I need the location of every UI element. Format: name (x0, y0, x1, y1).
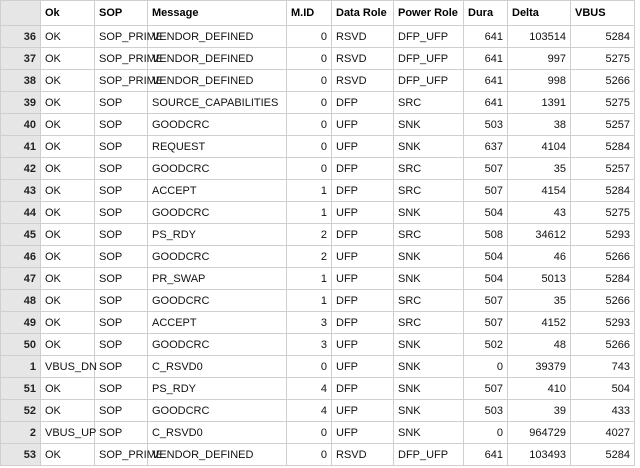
duration-cell[interactable]: 504 (464, 268, 508, 290)
data-role-cell[interactable]: DFP (332, 312, 394, 334)
data-role-cell[interactable]: RSVD (332, 70, 394, 92)
vbus-cell[interactable]: 5275 (571, 48, 635, 70)
vbus-cell[interactable]: 5284 (571, 136, 635, 158)
power-role-cell[interactable]: SRC (394, 312, 464, 334)
mid-cell[interactable]: 0 (287, 48, 332, 70)
power-role-cell[interactable]: SNK (394, 400, 464, 422)
message-cell[interactable]: VENDOR_DEFINED (148, 48, 287, 70)
ok-cell[interactable]: OK (41, 136, 95, 158)
delta-cell[interactable]: 5013 (508, 268, 571, 290)
data-role-cell[interactable]: RSVD (332, 26, 394, 48)
power-role-cell[interactable]: SNK (394, 136, 464, 158)
ok-cell[interactable]: OK (41, 312, 95, 334)
ok-cell[interactable]: OK (41, 202, 95, 224)
vbus-cell[interactable]: 5266 (571, 290, 635, 312)
ok-cell[interactable]: OK (41, 114, 95, 136)
message-cell[interactable]: C_RSVD0 (148, 356, 287, 378)
ok-cell[interactable]: OK (41, 48, 95, 70)
sop-cell[interactable]: SOP (95, 246, 148, 268)
data-role-cell[interactable]: UFP (332, 136, 394, 158)
data-role-cell[interactable]: DFP (332, 290, 394, 312)
table-row[interactable] (1, 400, 635, 422)
data-role-cell[interactable]: UFP (332, 114, 394, 136)
mid-cell[interactable]: 3 (287, 312, 332, 334)
power-role-cell[interactable]: DFP_UFP (394, 26, 464, 48)
vbus-cell[interactable]: 5284 (571, 268, 635, 290)
table-row[interactable] (1, 290, 635, 312)
row-number-cell[interactable]: 45 (1, 224, 41, 246)
row-number-cell[interactable]: 1 (1, 356, 41, 378)
row-number-cell[interactable]: 44 (1, 202, 41, 224)
row-number-cell[interactable]: 51 (1, 378, 41, 400)
duration-cell[interactable]: 504 (464, 202, 508, 224)
power-role-cell[interactable]: SRC (394, 290, 464, 312)
data-role-cell[interactable]: UFP (332, 400, 394, 422)
duration-cell[interactable]: 507 (464, 378, 508, 400)
sop-cell[interactable]: SOP (95, 378, 148, 400)
delta-cell[interactable]: 46 (508, 246, 571, 268)
data-role-cell[interactable]: UFP (332, 246, 394, 268)
data-role-cell[interactable]: DFP (332, 158, 394, 180)
row-number-cell[interactable]: 50 (1, 334, 41, 356)
mid-cell[interactable]: 1 (287, 180, 332, 202)
delta-cell[interactable]: 35 (508, 158, 571, 180)
column-header-ok[interactable]: Ok (41, 1, 95, 26)
column-header-mid[interactable]: M.ID (287, 1, 332, 26)
ok-cell[interactable]: OK (41, 180, 95, 202)
table-row[interactable] (1, 312, 635, 334)
duration-cell[interactable]: 507 (464, 290, 508, 312)
vbus-cell[interactable]: 743 (571, 356, 635, 378)
vbus-cell[interactable]: 5284 (571, 444, 635, 466)
mid-cell[interactable]: 0 (287, 422, 332, 444)
delta-cell[interactable]: 4104 (508, 136, 571, 158)
data-role-cell[interactable]: DFP (332, 224, 394, 246)
row-number-cell[interactable]: 36 (1, 26, 41, 48)
delta-cell[interactable]: 410 (508, 378, 571, 400)
vbus-cell[interactable]: 5266 (571, 246, 635, 268)
column-header-power-role[interactable]: Power Role (394, 1, 464, 26)
power-role-cell[interactable]: DFP_UFP (394, 444, 464, 466)
data-role-cell[interactable]: UFP (332, 268, 394, 290)
message-cell[interactable]: GOODCRC (148, 246, 287, 268)
vbus-cell[interactable]: 433 (571, 400, 635, 422)
row-number-cell[interactable]: 42 (1, 158, 41, 180)
data-role-cell[interactable]: DFP (332, 180, 394, 202)
sop-cell[interactable]: SOP (95, 136, 148, 158)
ok-cell[interactable]: OK (41, 158, 95, 180)
row-number-cell[interactable]: 39 (1, 92, 41, 114)
row-number-cell[interactable]: 43 (1, 180, 41, 202)
mid-cell[interactable]: 0 (287, 444, 332, 466)
row-number-cell[interactable]: 38 (1, 70, 41, 92)
table-row[interactable] (1, 180, 635, 202)
power-role-cell[interactable]: SNK (394, 114, 464, 136)
delta-cell[interactable]: 1391 (508, 92, 571, 114)
table-row[interactable] (1, 158, 635, 180)
power-role-cell[interactable]: SRC (394, 224, 464, 246)
message-cell[interactable]: C_RSVD0 (148, 422, 287, 444)
sop-cell[interactable]: SOP_PRIME (95, 26, 148, 48)
sop-cell[interactable]: SOP (95, 202, 148, 224)
duration-cell[interactable]: 507 (464, 312, 508, 334)
delta-cell[interactable]: 43 (508, 202, 571, 224)
mid-cell[interactable]: 1 (287, 268, 332, 290)
data-role-cell[interactable]: UFP (332, 356, 394, 378)
table-row[interactable] (1, 114, 635, 136)
mid-cell[interactable]: 0 (287, 70, 332, 92)
table-header (1, 1, 635, 26)
ok-cell[interactable]: OK (41, 290, 95, 312)
vbus-cell[interactable]: 5266 (571, 70, 635, 92)
row-number-cell[interactable]: 37 (1, 48, 41, 70)
column-header-data-role[interactable]: Data Role (332, 1, 394, 26)
ok-cell[interactable]: OK (41, 268, 95, 290)
message-cell[interactable]: GOODCRC (148, 158, 287, 180)
power-role-cell[interactable]: SNK (394, 356, 464, 378)
duration-cell[interactable]: 507 (464, 158, 508, 180)
ok-cell[interactable]: OK (41, 70, 95, 92)
row-number-cell[interactable]: 2 (1, 422, 41, 444)
message-cell[interactable]: GOODCRC (148, 114, 287, 136)
ok-cell[interactable]: OK (41, 224, 95, 246)
power-role-cell[interactable]: SNK (394, 268, 464, 290)
data-role-cell[interactable]: UFP (332, 422, 394, 444)
row-number-cell[interactable]: 41 (1, 136, 41, 158)
row-number-cell[interactable]: 52 (1, 400, 41, 422)
duration-cell[interactable]: 641 (464, 48, 508, 70)
message-cell[interactable]: GOODCRC (148, 334, 287, 356)
table-row[interactable] (1, 246, 635, 268)
table-row[interactable] (1, 48, 635, 70)
vbus-cell[interactable]: 5275 (571, 92, 635, 114)
delta-cell[interactable]: 38 (508, 114, 571, 136)
message-cell[interactable]: SOURCE_CAPABILITIES (148, 92, 287, 114)
message-cell[interactable]: PS_RDY (148, 224, 287, 246)
row-number-cell[interactable]: 49 (1, 312, 41, 334)
vbus-cell[interactable]: 5266 (571, 334, 635, 356)
table-row[interactable] (1, 444, 635, 466)
vbus-cell[interactable]: 5257 (571, 114, 635, 136)
delta-cell[interactable]: 103493 (508, 444, 571, 466)
data-role-cell[interactable]: UFP (332, 334, 394, 356)
message-cell[interactable]: REQUEST (148, 136, 287, 158)
delta-cell[interactable]: 48 (508, 334, 571, 356)
mid-cell[interactable]: 0 (287, 92, 332, 114)
vbus-cell[interactable]: 5284 (571, 180, 635, 202)
duration-cell[interactable]: 641 (464, 70, 508, 92)
power-role-cell[interactable]: SRC (394, 92, 464, 114)
column-header-message[interactable]: Message (148, 1, 287, 26)
power-role-cell[interactable]: DFP_UFP (394, 48, 464, 70)
sop-cell[interactable]: SOP_PRIME (95, 444, 148, 466)
sop-cell[interactable]: SOP_PRIME (95, 70, 148, 92)
sop-cell[interactable]: SOP (95, 114, 148, 136)
ok-cell[interactable]: VBUS_UP (41, 422, 95, 444)
ok-cell[interactable]: OK (41, 378, 95, 400)
delta-cell[interactable]: 964729 (508, 422, 571, 444)
message-cell[interactable]: VENDOR_DEFINED (148, 70, 287, 92)
corner-cell[interactable] (1, 1, 41, 26)
duration-cell[interactable]: 504 (464, 246, 508, 268)
delta-cell[interactable]: 39 (508, 400, 571, 422)
duration-cell[interactable]: 641 (464, 444, 508, 466)
message-cell[interactable]: GOODCRC (148, 202, 287, 224)
mid-cell[interactable]: 2 (287, 224, 332, 246)
row-number-cell[interactable]: 46 (1, 246, 41, 268)
data-role-cell[interactable]: DFP (332, 378, 394, 400)
vbus-cell[interactable]: 5284 (571, 26, 635, 48)
message-cell[interactable]: PR_SWAP (148, 268, 287, 290)
duration-cell[interactable]: 507 (464, 180, 508, 202)
sop-cell[interactable]: SOP (95, 158, 148, 180)
power-role-cell[interactable]: SRC (394, 180, 464, 202)
mid-cell[interactable]: 0 (287, 136, 332, 158)
mid-cell[interactable]: 0 (287, 158, 332, 180)
duration-cell[interactable]: 502 (464, 334, 508, 356)
delta-cell[interactable]: 35 (508, 290, 571, 312)
duration-cell[interactable]: 0 (464, 356, 508, 378)
column-header-sop[interactable]: SOP (95, 1, 148, 26)
ok-cell[interactable]: VBUS_DN (41, 356, 95, 378)
table-row[interactable] (1, 70, 635, 92)
duration-cell[interactable]: 0 (464, 422, 508, 444)
vbus-cell[interactable]: 4027 (571, 422, 635, 444)
column-header-delta[interactable]: Delta (508, 1, 571, 26)
delta-cell[interactable]: 34612 (508, 224, 571, 246)
table-row[interactable] (1, 422, 635, 444)
table-body (1, 26, 635, 466)
table-row[interactable] (1, 92, 635, 114)
ok-cell[interactable]: OK (41, 92, 95, 114)
sop-cell[interactable]: SOP (95, 92, 148, 114)
power-role-cell[interactable]: SRC (394, 158, 464, 180)
sop-cell[interactable]: SOP (95, 224, 148, 246)
vbus-cell[interactable]: 504 (571, 378, 635, 400)
vbus-cell[interactable]: 5293 (571, 312, 635, 334)
power-role-cell[interactable]: SNK (394, 246, 464, 268)
message-cell[interactable]: ACCEPT (148, 312, 287, 334)
power-role-cell[interactable]: DFP_UFP (394, 70, 464, 92)
sop-cell[interactable]: SOP (95, 290, 148, 312)
column-header-vbus[interactable]: VBUS (571, 1, 635, 26)
vbus-cell[interactable]: 5275 (571, 202, 635, 224)
sop-cell[interactable]: SOP (95, 268, 148, 290)
data-role-cell[interactable]: RSVD (332, 48, 394, 70)
duration-cell[interactable]: 637 (464, 136, 508, 158)
duration-cell[interactable]: 503 (464, 400, 508, 422)
vbus-cell[interactable]: 5293 (571, 224, 635, 246)
duration-cell[interactable]: 508 (464, 224, 508, 246)
duration-cell[interactable]: 641 (464, 92, 508, 114)
vbus-cell[interactable]: 5257 (571, 158, 635, 180)
duration-cell[interactable]: 641 (464, 26, 508, 48)
delta-cell[interactable]: 4152 (508, 312, 571, 334)
sop-cell[interactable]: SOP (95, 312, 148, 334)
column-header-duration[interactable]: Dura (464, 1, 508, 26)
message-cell[interactable]: ACCEPT (148, 180, 287, 202)
mid-cell[interactable]: 0 (287, 26, 332, 48)
mid-cell[interactable]: 2 (287, 246, 332, 268)
mid-cell[interactable]: 0 (287, 114, 332, 136)
sop-cell[interactable]: SOP_PRIME (95, 48, 148, 70)
table-row[interactable] (1, 224, 635, 246)
table-row[interactable] (1, 356, 635, 378)
sop-cell[interactable]: SOP (95, 334, 148, 356)
table-row[interactable] (1, 202, 635, 224)
table-row[interactable] (1, 26, 635, 48)
ok-cell[interactable]: OK (41, 26, 95, 48)
data-role-cell[interactable]: UFP (332, 202, 394, 224)
mid-cell[interactable]: 1 (287, 290, 332, 312)
ok-cell[interactable]: OK (41, 400, 95, 422)
sop-cell[interactable]: SOP (95, 356, 148, 378)
sop-cell[interactable]: SOP (95, 180, 148, 202)
mid-cell[interactable]: 4 (287, 400, 332, 422)
delta-cell[interactable]: 4154 (508, 180, 571, 202)
sop-cell[interactable]: SOP (95, 422, 148, 444)
row-number-cell[interactable]: 47 (1, 268, 41, 290)
ok-cell[interactable]: OK (41, 334, 95, 356)
power-role-cell[interactable]: SNK (394, 378, 464, 400)
row-number-cell[interactable]: 48 (1, 290, 41, 312)
data-role-cell[interactable]: DFP (332, 92, 394, 114)
mid-cell[interactable]: 3 (287, 334, 332, 356)
message-cell[interactable]: VENDOR_DEFINED (148, 444, 287, 466)
delta-cell[interactable]: 103514 (508, 26, 571, 48)
row-number-cell[interactable]: 53 (1, 444, 41, 466)
delta-cell[interactable]: 997 (508, 48, 571, 70)
delta-cell[interactable]: 39379 (508, 356, 571, 378)
mid-cell[interactable]: 4 (287, 378, 332, 400)
power-role-cell[interactable]: SNK (394, 334, 464, 356)
mid-cell[interactable]: 1 (287, 202, 332, 224)
data-role-cell[interactable]: RSVD (332, 444, 394, 466)
message-cell[interactable]: GOODCRC (148, 400, 287, 422)
ok-cell[interactable]: OK (41, 444, 95, 466)
power-role-cell[interactable]: SNK (394, 422, 464, 444)
message-cell[interactable]: PS_RDY (148, 378, 287, 400)
table-row[interactable] (1, 378, 635, 400)
duration-cell[interactable]: 503 (464, 114, 508, 136)
delta-cell[interactable]: 998 (508, 70, 571, 92)
power-role-cell[interactable]: SNK (394, 202, 464, 224)
ok-cell[interactable]: OK (41, 246, 95, 268)
table-row[interactable] (1, 268, 635, 290)
mid-cell[interactable]: 0 (287, 356, 332, 378)
table-row[interactable] (1, 334, 635, 356)
header-row (1, 1, 635, 26)
message-cell[interactable]: GOODCRC (148, 290, 287, 312)
sop-cell[interactable]: SOP (95, 400, 148, 422)
row-number-cell[interactable]: 40 (1, 114, 41, 136)
message-cell[interactable]: VENDOR_DEFINED (148, 26, 287, 48)
table-row[interactable] (1, 136, 635, 158)
